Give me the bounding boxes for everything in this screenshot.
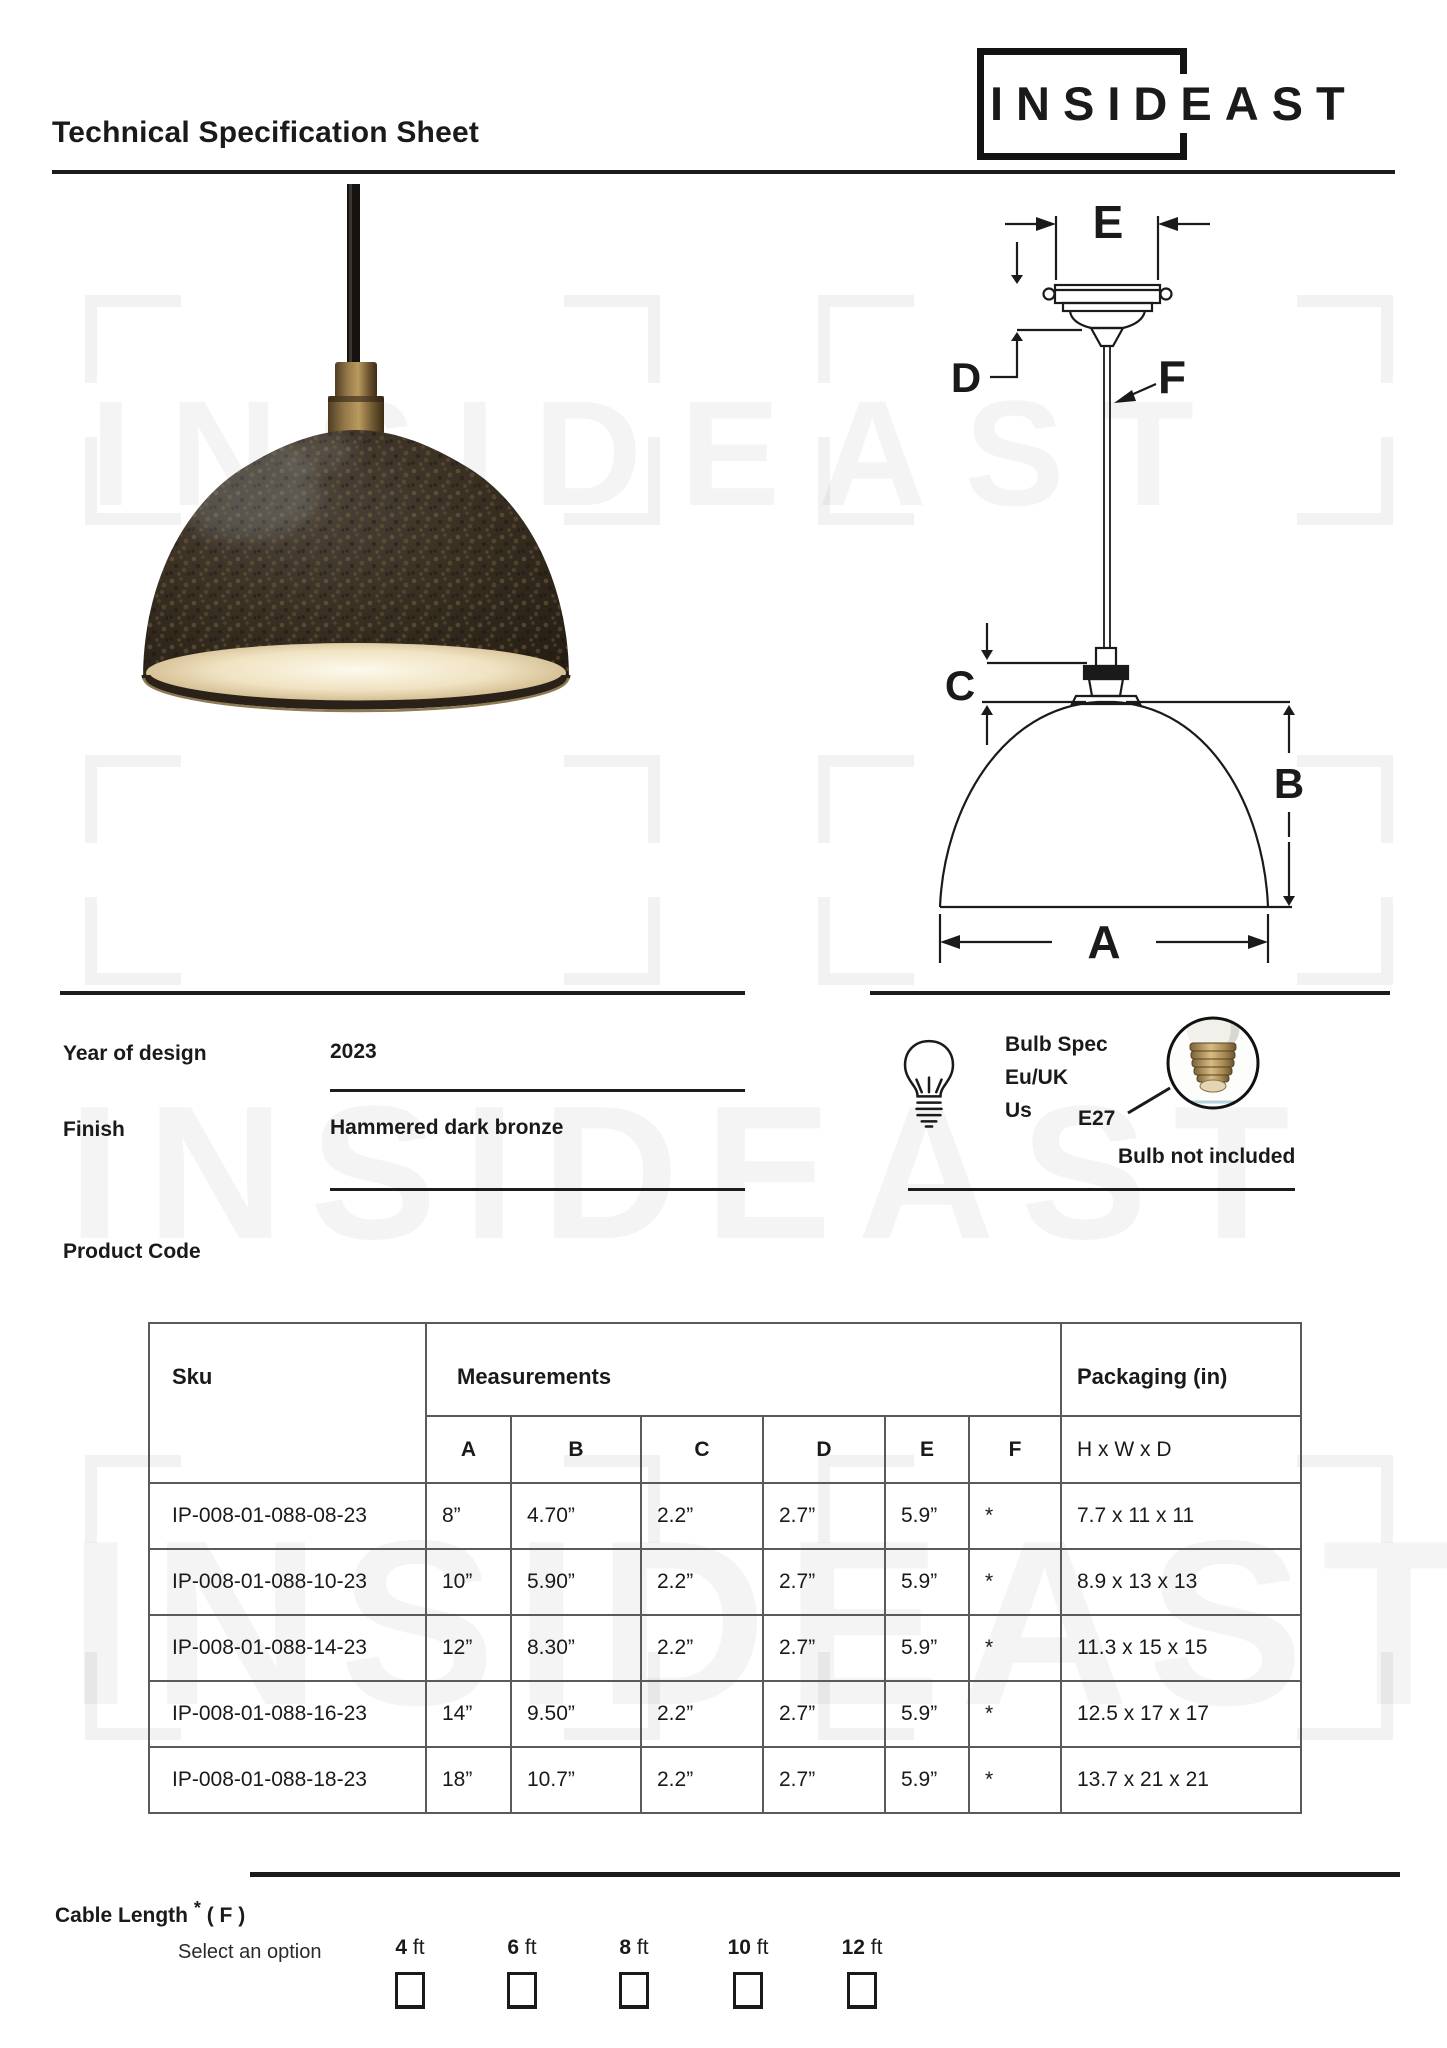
table-row <box>149 1549 1301 1615</box>
a-cell: 12” <box>426 1615 511 1681</box>
subheader-f: F <box>969 1416 1061 1483</box>
year-underline <box>330 1089 745 1092</box>
bulb-icon <box>900 1038 958 1138</box>
table-header-row <box>149 1323 1301 1416</box>
f-cell: * <box>969 1483 1061 1549</box>
e-cell: 5.9” <box>885 1681 969 1747</box>
finish-value: Hammered dark bronze <box>330 1116 564 1139</box>
cable-option-10ft <box>693 1936 803 2009</box>
e-cell: 5.9” <box>885 1549 969 1615</box>
technical-drawing <box>900 180 1447 980</box>
bulb-socket-type: E27 <box>1078 1107 1116 1130</box>
product-code-label: Product Code <box>63 1240 201 1263</box>
table-bottom-divider <box>250 1872 1400 1877</box>
sku-cell: IP-008-01-088-18-23 <box>149 1747 426 1813</box>
subheader-a: A <box>426 1416 511 1483</box>
sku-cell: IP-008-01-088-10-23 <box>149 1549 426 1615</box>
c-cell: 2.2” <box>641 1549 763 1615</box>
table-row <box>149 1681 1301 1747</box>
packaging-cell: 8.9 x 13 x 13 <box>1061 1549 1301 1615</box>
packaging-cell: 11.3 x 15 x 15 <box>1061 1615 1301 1681</box>
c-cell: 2.2” <box>641 1615 763 1681</box>
cable-option-6ft <box>467 1936 577 2009</box>
header-divider <box>52 170 1395 174</box>
d-cell: 2.7” <box>763 1549 885 1615</box>
cable-checkbox-4ft[interactable] <box>395 1972 425 2009</box>
bulb-region-us: Us <box>1005 1099 1032 1122</box>
cable-checkbox-8ft[interactable] <box>619 1972 649 2009</box>
left-section-divider <box>60 991 745 995</box>
cable-checkbox-10ft[interactable] <box>733 1972 763 2009</box>
socket-holder <box>335 362 377 398</box>
cable-length-label: Cable Length * ( F ) <box>55 1898 246 1927</box>
bulb-region-eu-uk: Eu/UK <box>1005 1066 1068 1089</box>
pendant-cord <box>347 184 360 376</box>
select-option-label: Select an option <box>178 1941 322 1963</box>
year-of-design-label: Year of design <box>63 1042 207 1065</box>
bulb-not-included-note: Bulb not included <box>1118 1145 1296 1168</box>
brand-logo: INSIDEAST <box>988 74 1364 133</box>
a-cell: 18” <box>426 1747 511 1813</box>
cable-option-8ft <box>579 1936 689 2009</box>
a-cell: 10” <box>426 1549 511 1615</box>
cable-option-12ft <box>807 1936 917 2009</box>
column-header-measurements: Measurements <box>426 1323 1061 1416</box>
f-cell: * <box>969 1615 1061 1681</box>
f-cell: * <box>969 1549 1061 1615</box>
product-photo <box>80 180 700 910</box>
page-title: Technical Specification Sheet <box>52 116 480 149</box>
d-cell: 2.7” <box>763 1615 885 1681</box>
e-cell: 5.9” <box>885 1483 969 1549</box>
column-header-packaging: Packaging (in) <box>1061 1323 1301 1416</box>
subheader-e: E <box>885 1416 969 1483</box>
dim-label-c: C <box>944 662 976 709</box>
table-row <box>149 1615 1301 1681</box>
dim-label-f: F <box>1157 351 1187 403</box>
right-section-divider <box>870 991 1390 995</box>
d-cell: 2.7” <box>763 1681 885 1747</box>
subheader-c: C <box>641 1416 763 1483</box>
cable-checkbox-12ft[interactable] <box>847 1972 877 2009</box>
year-of-design-value: 2023 <box>330 1040 377 1063</box>
bulb-base-photo <box>1120 1005 1310 1130</box>
column-header-sku: Sku <box>149 1323 426 1483</box>
cable-option-label: 12 ft <box>841 1936 883 1959</box>
f-cell: * <box>969 1681 1061 1747</box>
b-cell: 9.50” <box>511 1681 641 1747</box>
cable-option-4ft <box>355 1936 465 2009</box>
bulb-spec-title: Bulb Spec <box>1005 1033 1108 1056</box>
sku-cell: IP-008-01-088-14-23 <box>149 1615 426 1681</box>
c-cell: 2.2” <box>641 1747 763 1813</box>
cable-option-label: 4 ft <box>395 1936 425 1959</box>
dim-label-d: D <box>950 354 982 401</box>
cable-checkbox-6ft[interactable] <box>507 1972 537 2009</box>
dim-label-e: E <box>1092 196 1124 248</box>
dim-label-a: A <box>1087 916 1121 968</box>
finish-underline <box>330 1188 745 1191</box>
b-cell: 8.30” <box>511 1615 641 1681</box>
sku-cell: IP-008-01-088-16-23 <box>149 1681 426 1747</box>
b-cell: 10.7” <box>511 1747 641 1813</box>
subheader-b: B <box>511 1416 641 1483</box>
a-cell: 14” <box>426 1681 511 1747</box>
d-cell: 2.7” <box>763 1483 885 1549</box>
dim-label-b: B <box>1273 760 1305 807</box>
cable-option-label: 8 ft <box>619 1936 649 1959</box>
e-cell: 5.9” <box>885 1615 969 1681</box>
packaging-cell: 7.7 x 11 x 11 <box>1061 1483 1301 1549</box>
d-cell: 2.7” <box>763 1747 885 1813</box>
packaging-cell: 13.7 x 21 x 21 <box>1061 1747 1301 1813</box>
cable-option-label: 10 ft <box>727 1936 769 1959</box>
sku-cell: IP-008-01-088-08-23 <box>149 1483 426 1549</box>
b-cell: 5.90” <box>511 1549 641 1615</box>
a-cell: 8” <box>426 1483 511 1549</box>
packaging-cell: 12.5 x 17 x 17 <box>1061 1681 1301 1747</box>
sku-measurements-table <box>148 1322 1302 1814</box>
subheader-hwd: H x W x D <box>1061 1416 1301 1483</box>
lamp-shade <box>143 428 569 711</box>
e-cell: 5.9” <box>885 1747 969 1813</box>
table-row <box>149 1747 1301 1813</box>
c-cell: 2.2” <box>641 1681 763 1747</box>
b-cell: 4.70” <box>511 1483 641 1549</box>
subheader-d: D <box>763 1416 885 1483</box>
f-cell: * <box>969 1747 1061 1813</box>
bulb-section-underline <box>908 1188 1295 1191</box>
finish-label: Finish <box>63 1118 125 1141</box>
table-row <box>149 1483 1301 1549</box>
c-cell: 2.2” <box>641 1483 763 1549</box>
cable-option-label: 6 ft <box>507 1936 537 1959</box>
